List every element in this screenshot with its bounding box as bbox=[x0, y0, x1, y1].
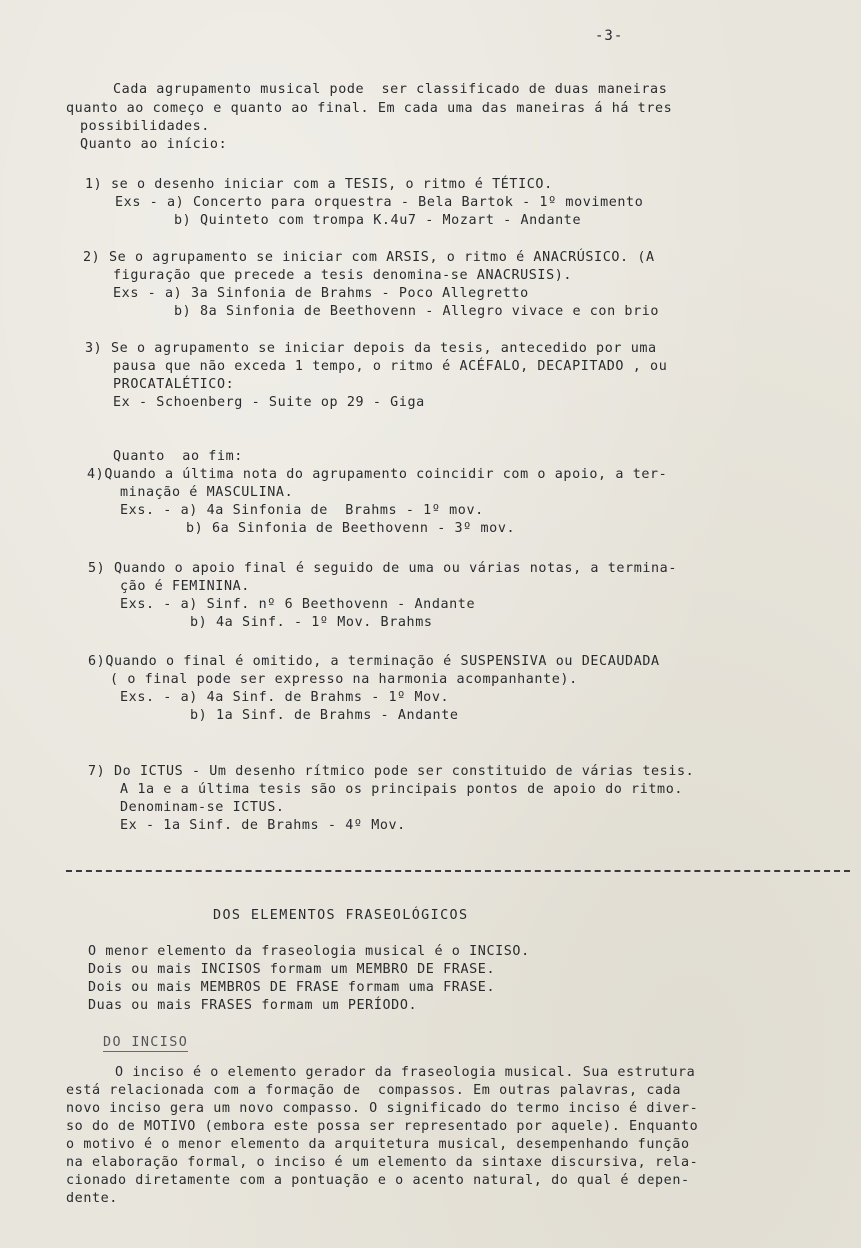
text-line: Dois ou mais INCISOS formam um MEMBRO DE FRASE. bbox=[88, 962, 496, 977]
text-line: Cada agrupamento musical pode ser classificado de duas maneiras bbox=[113, 82, 668, 97]
text-line: possibilidades. bbox=[80, 119, 210, 134]
text-line: Quanto ao início: bbox=[80, 137, 228, 152]
text-line: 2) Se o agrupamento se iniciar com ARSIS, o ritmo é ANACRÚSICO. (A bbox=[83, 250, 655, 265]
text-line: ção é FEMININA. bbox=[120, 579, 250, 594]
text-line: 5) Quando o apoio final é seguido de uma ou várias notas, a termina- bbox=[88, 561, 678, 576]
section-heading: DOS ELEMENTOS FRASEOLÓGICOS bbox=[213, 908, 469, 923]
text-line: 7) Do ICTUS - Um desenho rítmico pode ser constituido de várias tesis. bbox=[88, 764, 695, 779]
text-line: b) 4a Sinf. - 1º Mov. Brahms bbox=[190, 615, 433, 630]
page-number: -3- bbox=[595, 28, 624, 44]
text-line: O inciso é o elemento gerador da fraseologia musical. Sua estrutura bbox=[115, 1065, 696, 1080]
text-line: minação é MASCULINA. bbox=[120, 485, 294, 500]
text-line: o motivo é o menor elemento da arquitetura musical, desempenhando função bbox=[66, 1137, 690, 1152]
text-line: pausa que não exceda 1 tempo, o ritmo é ACÉFALO, DECAPITADO , ou bbox=[113, 359, 668, 374]
text-line: PROCATALÉTICO: bbox=[113, 377, 235, 392]
text-line: dente. bbox=[66, 1191, 118, 1206]
text-line: Exs. - a) 4a Sinfonia de Brahms - 1º mov. bbox=[120, 503, 484, 518]
text-line: quanto ao começo e quanto ao final. Em cada uma das maneiras á há tres bbox=[66, 101, 673, 116]
section-divider bbox=[66, 870, 850, 872]
text-line: A 1a e a última tesis são os principais pontos de apoio do ritmo. bbox=[120, 782, 684, 797]
subsection-heading: DO INCISO bbox=[103, 1035, 189, 1050]
text-line: Quanto ao fim: bbox=[113, 449, 243, 464]
text-line: 3) Se o agrupamento se iniciar depois da tesis, antecedido por uma bbox=[85, 341, 657, 356]
text-line: novo inciso gera um novo compasso. O significado do termo inciso é diver- bbox=[66, 1101, 699, 1116]
text-line: Duas ou mais FRASES formam um PERÍODO. bbox=[88, 998, 418, 1013]
text-line: figuração que precede a tesis denomina-se ANACRUSIS). bbox=[113, 268, 573, 283]
text-line: Ex - 1a Sinf. de Brahms - 4º Mov. bbox=[120, 818, 406, 833]
text-line: b) 6a Sinfonia de Beethovenn - 3º mov. bbox=[186, 521, 516, 536]
text-line: so do de MOTIVO (embora este possa ser representado por aquele). Enquanto bbox=[66, 1119, 699, 1134]
text-line: Exs - a) Concerto para orquestra - Bela Bartok - 1º movimento bbox=[115, 195, 644, 210]
text-line: Exs. - a) 4a Sinf. de Brahms - 1º Mov. bbox=[120, 690, 450, 705]
text-line: b) 1a Sinf. de Brahms - Andante bbox=[190, 708, 459, 723]
text-line: Exs. - a) Sinf. nº 6 Beethovenn - Andante bbox=[120, 597, 476, 612]
text-line: b) Quinteto com trompa K.4u7 - Mozart - Andante bbox=[174, 213, 582, 228]
text-line: 1) se o desenho iniciar com a TESIS, o ritmo é TÉTICO. bbox=[85, 177, 553, 192]
text-line: O menor elemento da fraseologia musical é o INCISO. bbox=[88, 944, 530, 959]
text-line: Dois ou mais MEMBROS DE FRASE formam uma FRASE. bbox=[88, 980, 496, 995]
text-line: na elaboração formal, o inciso é um elemento da sintaxe discursiva, rela- bbox=[66, 1155, 699, 1170]
text-line: 6)Quando o final é omitido, a terminação é SUSPENSIVA ou DECAUDADA bbox=[88, 654, 660, 669]
text-line: cionado diretamente com a pontuação e o acento natural, do qual é depen- bbox=[66, 1173, 690, 1188]
text-line: está relacionada com a formação de compassos. Em outras palavras, cada bbox=[66, 1083, 681, 1098]
text-line: b) 8a Sinfonia de Beethovenn - Allegro vivace e con brio bbox=[174, 304, 660, 319]
text-line: ( o final pode ser expresso na harmonia acompanhante). bbox=[110, 672, 578, 687]
text-line: Exs - a) 3a Sinfonia de Brahms - Poco Allegretto bbox=[113, 286, 529, 301]
text-line: Ex - Schoenberg - Suite op 29 - Giga bbox=[113, 395, 425, 410]
text-line: 4)Quando a última nota do agrupamento coincidir com o apoio, a ter- bbox=[87, 467, 668, 482]
text-line: Denominam-se ICTUS. bbox=[120, 800, 285, 815]
